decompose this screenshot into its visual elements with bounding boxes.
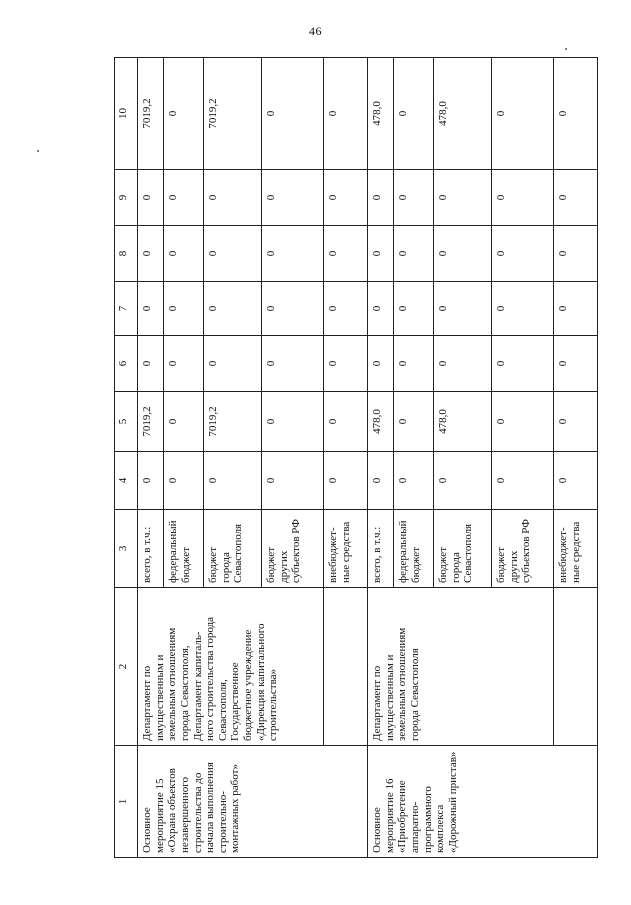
executor-cell — [138, 588, 324, 746]
funding-source-label: бюджет города Севастополя — [437, 523, 475, 583]
value-cell-col-8: 0 — [434, 226, 492, 282]
executor-cell-empty — [324, 588, 368, 746]
funding-source-cell — [394, 510, 434, 588]
value-cell-col-9: 0 — [554, 170, 598, 226]
value-cell-col-10: 478,0 — [434, 58, 492, 170]
value-cell-col-9: 0 — [394, 170, 434, 226]
table-row — [554, 58, 598, 858]
executor-cell — [368, 588, 554, 746]
funding-source-cell — [368, 510, 394, 588]
value-cell-col-6: 0 — [262, 336, 324, 392]
value-cell-col-7: 0 — [262, 282, 324, 336]
scan-speck — [565, 48, 567, 50]
funding-source-label: бюджет других субъектов РФ — [495, 519, 533, 583]
value-cell-col-10: 7019,2 — [138, 58, 164, 170]
value-cell-col-5: 0 — [324, 392, 368, 452]
funding-source-label: федеральный бюджет — [167, 520, 192, 583]
value-cell-col-4: 0 — [368, 452, 394, 510]
funding-source-cell — [204, 510, 262, 588]
value-cell-col-9: 0 — [324, 170, 368, 226]
funding-source-cell — [492, 510, 554, 588]
value-cell-col-8: 0 — [204, 226, 262, 282]
value-cell-col-6: 0 — [434, 336, 492, 392]
value-cell-col-6: 0 — [164, 336, 204, 392]
value-cell-col-7: 0 — [324, 282, 368, 336]
value-cell-col-5: 478,0 — [434, 392, 492, 452]
funding-table — [114, 57, 598, 858]
value-cell-col-10: 0 — [554, 58, 598, 170]
column-header-6: 6 — [115, 336, 138, 392]
value-cell-col-8: 0 — [394, 226, 434, 282]
column-header-3: 3 — [115, 510, 138, 588]
value-cell-col-5: 7019,2 — [204, 392, 262, 452]
value-cell-col-4: 0 — [394, 452, 434, 510]
value-cell-col-4: 0 — [492, 452, 554, 510]
value-cell-col-5: 0 — [554, 392, 598, 452]
value-cell-col-8: 0 — [262, 226, 324, 282]
funding-source-cell — [138, 510, 164, 588]
column-number-row — [115, 58, 138, 858]
value-cell-col-6: 0 — [138, 336, 164, 392]
funding-source-label: бюджет города Севастополя — [207, 523, 245, 583]
value-cell-col-7: 0 — [204, 282, 262, 336]
value-cell-col-9: 0 — [204, 170, 262, 226]
funding-source-cell — [434, 510, 492, 588]
value-cell-col-7: 0 — [138, 282, 164, 336]
executor-name: Департамент по имущественным и земельным отношениям города Севастополя — [371, 627, 421, 741]
value-cell-col-7: 0 — [554, 282, 598, 336]
value-cell-col-4: 0 — [554, 452, 598, 510]
value-cell-col-5: 0 — [164, 392, 204, 452]
value-cell-col-9: 0 — [434, 170, 492, 226]
activity-cell — [138, 746, 368, 858]
activity-cell — [368, 746, 598, 858]
column-header-2: 2 — [115, 588, 138, 746]
funding-source-cell — [262, 510, 324, 588]
value-cell-col-4: 0 — [434, 452, 492, 510]
value-cell-col-7: 0 — [394, 282, 434, 336]
table-row — [324, 58, 368, 858]
value-cell-col-7: 0 — [492, 282, 554, 336]
value-cell-col-9: 0 — [164, 170, 204, 226]
value-cell-col-4: 0 — [204, 452, 262, 510]
value-cell-col-10: 0 — [324, 58, 368, 170]
column-header-1: 1 — [115, 746, 138, 858]
column-header-7: 7 — [115, 282, 138, 336]
value-cell-col-8: 0 — [368, 226, 394, 282]
value-cell-col-10: 0 — [262, 58, 324, 170]
value-cell-col-9: 0 — [138, 170, 164, 226]
table-row — [368, 58, 394, 858]
page-number: 46 — [309, 24, 322, 38]
funding-source-label: внебюджет- ные средства — [327, 521, 352, 583]
table-body — [138, 58, 598, 858]
column-header-5: 5 — [115, 392, 138, 452]
funding-source-label: внебюджет- ные средства — [557, 521, 582, 583]
value-cell-col-4: 0 — [164, 452, 204, 510]
value-cell-col-9: 0 — [368, 170, 394, 226]
value-cell-col-10: 0 — [492, 58, 554, 170]
funding-source-label: федеральный бюджет — [397, 520, 422, 583]
funding-source-label: всего, в т.ч.: — [371, 526, 383, 583]
funding-source-cell — [554, 510, 598, 588]
value-cell-col-10: 0 — [394, 58, 434, 170]
column-header-9: 9 — [115, 170, 138, 226]
funding-source-label: всего, в т.ч.: — [141, 526, 153, 583]
value-cell-col-5: 0 — [394, 392, 434, 452]
activity-name: Основное мероприятие 15 «Охрана объектов незавершенного строительства до начала выполнения строительно- монтажных работ» — [141, 762, 242, 853]
value-cell-col-5: 0 — [262, 392, 324, 452]
rotated-table-container — [114, 58, 582, 858]
scan-speck — [37, 150, 39, 152]
executor-cell-empty — [554, 588, 598, 746]
value-cell-col-5: 478,0 — [368, 392, 394, 452]
value-cell-col-6: 0 — [394, 336, 434, 392]
value-cell-col-7: 0 — [164, 282, 204, 336]
value-cell-col-5: 0 — [492, 392, 554, 452]
value-cell-col-9: 0 — [262, 170, 324, 226]
value-cell-col-4: 0 — [324, 452, 368, 510]
funding-source-cell — [164, 510, 204, 588]
value-cell-col-10: 7019,2 — [204, 58, 262, 170]
funding-source-cell — [324, 510, 368, 588]
column-header-4: 4 — [115, 452, 138, 510]
value-cell-col-10: 0 — [164, 58, 204, 170]
table-row — [138, 58, 164, 858]
executor-name: Департамент по имущественным и земельным отношениям города Севастополя, Департамент капиталь- ного строительства города Севастополя, Государственное бюджетное учреждение «Дирекция капитального строительства» — [141, 616, 280, 741]
value-cell-col-4: 0 — [262, 452, 324, 510]
value-cell-col-4: 0 — [138, 452, 164, 510]
value-cell-col-8: 0 — [492, 226, 554, 282]
value-cell-col-7: 0 — [434, 282, 492, 336]
activity-name: Основное мероприятие 16 «Приобретение аппаратно- программного комплекса «Дорожный пристав» — [371, 751, 459, 853]
value-cell-col-8: 0 — [554, 226, 598, 282]
value-cell-col-6: 0 — [204, 336, 262, 392]
column-header-10: 10 — [115, 58, 138, 170]
value-cell-col-6: 0 — [492, 336, 554, 392]
value-cell-col-9: 0 — [492, 170, 554, 226]
value-cell-col-8: 0 — [138, 226, 164, 282]
value-cell-col-6: 0 — [368, 336, 394, 392]
value-cell-col-8: 0 — [164, 226, 204, 282]
value-cell-col-7: 0 — [368, 282, 394, 336]
column-header-8: 8 — [115, 226, 138, 282]
value-cell-col-6: 0 — [324, 336, 368, 392]
value-cell-col-6: 0 — [554, 336, 598, 392]
value-cell-col-10: 478,0 — [368, 58, 394, 170]
value-cell-col-5: 7019,2 — [138, 392, 164, 452]
funding-source-label: бюджет других субъектов РФ — [265, 519, 303, 583]
value-cell-col-8: 0 — [324, 226, 368, 282]
